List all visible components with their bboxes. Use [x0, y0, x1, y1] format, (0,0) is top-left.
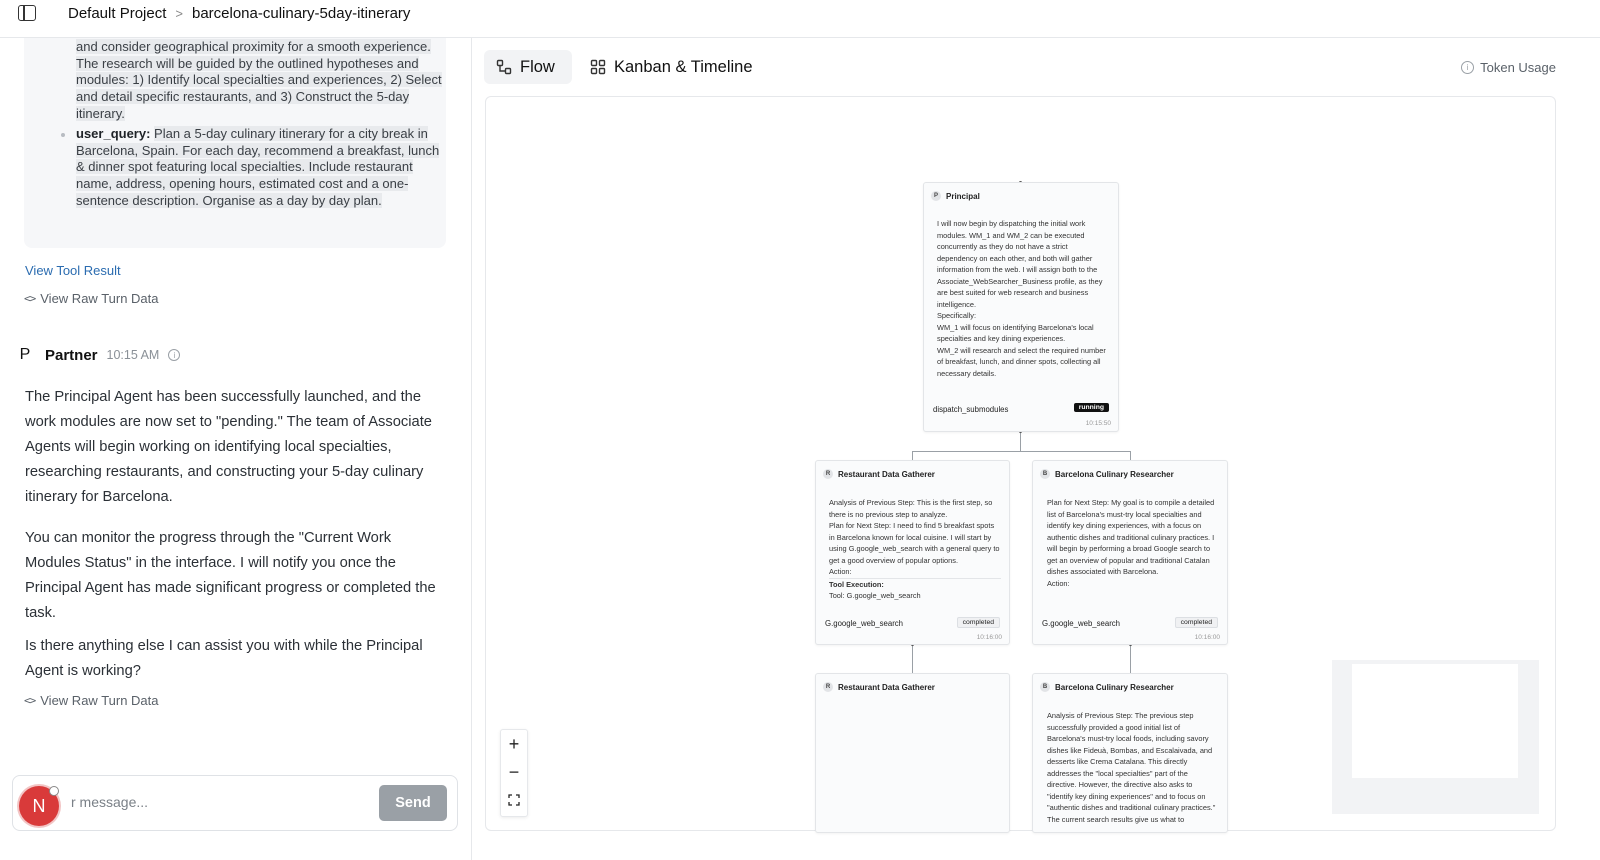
node-tool-name: G.google_web_search: [825, 619, 904, 628]
zoom-in-button[interactable]: +: [508, 733, 520, 754]
message-paragraph: The Principal Agent has been successfully launched, and the work modules are now set to "pending." The team of Associate Agents will begin working on identifying local specialties, researching restaurants, and constructing your 5-day culinary itinerary for Barcelona.: [25, 389, 432, 505]
node-badge: R: [823, 682, 833, 692]
grid-icon: [590, 59, 606, 75]
chat-panel: [0, 38, 472, 860]
token-usage-button[interactable]: [1461, 60, 1556, 75]
edge: [912, 451, 913, 460]
message-header: [14, 344, 180, 366]
token-usage-label: Token Usage: [1480, 60, 1556, 75]
node-body-bold: Tool Execution:: [829, 578, 1001, 591]
edge: [912, 451, 1131, 452]
breadcrumb: [68, 5, 410, 22]
flow-icon: [496, 59, 512, 75]
breadcrumb-project[interactable]: Default Project: [68, 5, 167, 22]
minimap[interactable]: [1332, 660, 1539, 814]
node-body-text: Analysis of Previous Step: This is the first step, so there is no previous step to analyze. Plan for Next Step: I need to find 5 breakfast spots in Barcelona known for local cuisine. I will start by using G.google_web_search with a general query to get a good overview of popular options. Action:: [829, 498, 1000, 576]
fit-view-icon: [508, 794, 520, 806]
node-title: Principal: [946, 191, 980, 201]
tool-args-text: and consider geographical proximity for a smooth experience. The research will be guided by the outlined hypotheses and modules: 1) Identify local specialties and experiences, 2) Select and detail specific restaurants, and 3) Construct the 5-day itinerary.: [76, 39, 442, 121]
flow-node-restaurant-gatherer[interactable]: [815, 460, 1010, 645]
node-badge: B: [1040, 682, 1050, 692]
breadcrumb-page: barcelona-culinary-5day-itinerary: [191, 5, 411, 22]
node-header: [1040, 682, 1174, 692]
info-icon[interactable]: i: [168, 349, 180, 361]
flow-node-culinary-researcher[interactable]: [1032, 460, 1228, 645]
user-query-arg: [76, 126, 442, 210]
view-raw-label: View Raw Turn Data: [40, 291, 159, 306]
status-badge: completed: [1175, 617, 1218, 628]
breadcrumb-separator: >: [175, 6, 183, 21]
node-body: I will now begin by dispatching the initial work modules. WM_1 and WM_2 can be executed concurrently as they do not have a strict dependency on each other, and both will gather information from the web. I will assign both to the Associate_WebSearcher_Business profile, as they are best suited for web research and business intelligence. Specifically: WM_1 will focus on identifying Barcelona's local specialties and key dining experiences. WM_2 will research and select the required number of breakfast, lunch, and dinner spots, collecting all necessary details.: [937, 219, 1106, 378]
edge: [912, 645, 913, 673]
message-composer: [12, 775, 458, 831]
flow-node-principal[interactable]: [923, 182, 1119, 432]
message-author: Partner: [45, 346, 98, 364]
node-tool-name: dispatch_submodules: [933, 405, 1009, 414]
node-header: [1040, 469, 1174, 479]
tab-kanban-timeline[interactable]: [590, 50, 753, 84]
node-title: Barcelona Culinary Researcher: [1055, 469, 1174, 479]
node-badge: B: [1040, 469, 1050, 479]
avatar: P: [19, 346, 31, 363]
view-raw-turn-data-link[interactable]: [24, 291, 159, 306]
node-title: Restaurant Data Gatherer: [838, 682, 935, 692]
zoom-controls: [500, 729, 528, 817]
node-badge: P: [931, 191, 941, 201]
node-header: [823, 682, 935, 692]
info-icon: i: [1461, 61, 1474, 74]
node-body: Plan for Next Step: My goal is to compile a detailed list of Barcelona's must-try local specialties and identify key dining experiences, with a focus on authentic dishes and traditional culinary practices. I will begin by performing a broad Google search to get an overview of popular and traditional Catalan dishes associated with Barcelona. Action:: [1047, 498, 1215, 588]
message-paragraph: Is there anything else I can assist you with while the Principal Agent is working?: [25, 638, 423, 679]
node-header: [931, 191, 980, 201]
send-button[interactable]: Send: [379, 785, 447, 821]
tab-flow[interactable]: [484, 50, 572, 84]
tab-flow-label: Flow: [520, 57, 555, 76]
top-bar: [0, 0, 1600, 38]
zoom-out-button[interactable]: −: [508, 761, 520, 782]
edge: [1130, 451, 1131, 460]
node-header: [823, 469, 935, 479]
message-input[interactable]: r message...: [71, 794, 149, 810]
node-body: [829, 497, 1001, 609]
node-title: Restaurant Data Gatherer: [838, 469, 935, 479]
code-icon: <>: [24, 292, 36, 305]
view-raw-label: View Raw Turn Data: [40, 693, 159, 708]
user-query-value: Plan a 5-day culinary itinerary for a city break in Barcelona, Spain. For each day, recommend a breakfast, lunch & dinner spot featuring local specialties. Include restaurant name, address, opening hours, estimated cost and a one-sentence description. Organise as a day by day plan.: [76, 126, 440, 208]
flow-node-culinary-researcher[interactable]: [1032, 673, 1228, 833]
flow-node-restaurant-gatherer[interactable]: [815, 673, 1010, 833]
node-time: 10:15:50: [1085, 420, 1111, 427]
node-badge: R: [823, 469, 833, 479]
fit-view-button[interactable]: [501, 786, 527, 814]
node-body: Analysis of Previous Step: The previous step successfully provided a good initial list of Barcelona's must-try local foods, including savory dishes like Fideuà, Bombas, and Escalaivada, and desserts like Crema Catalana. This directly addresses the "local specialties" part of the directive. However, the directive also asks to "identify key dining experiences" and to focus on "authentic dishes and traditional culinary practices." The current search results give us what to: [1047, 711, 1216, 824]
user-avatar[interactable]: [19, 786, 59, 826]
code-icon: <>: [24, 694, 36, 707]
node-time: 10:16:00: [976, 634, 1002, 641]
message-paragraph: You can monitor the progress through the "Current Work Modules Status" in the interface. I will notify you once the Principal Agent has made significant progress or completed the task.: [25, 530, 436, 621]
node-body-cut: Tool: G.google_web_search: [829, 591, 921, 600]
view-raw-turn-data-link[interactable]: [24, 693, 159, 708]
view-tabs-bar: [473, 38, 1600, 96]
message-time: 10:15 AM: [106, 348, 160, 362]
status-dot: [49, 786, 59, 796]
tab-kanban-label: Kanban & Timeline: [614, 57, 753, 76]
node-title: Barcelona Culinary Researcher: [1055, 682, 1174, 692]
view-tool-result-link[interactable]: View Tool Result: [25, 263, 121, 278]
minimap-viewport[interactable]: [1352, 664, 1518, 778]
user-avatar-letter: N: [32, 795, 46, 816]
edge: [1130, 645, 1131, 673]
user-query-key: user_query:: [76, 126, 151, 141]
node-time: 10:16:00: [1194, 634, 1220, 641]
node-tool-name: G.google_web_search: [1042, 619, 1121, 628]
sidebar-toggle-icon[interactable]: [18, 5, 36, 21]
status-badge: completed: [957, 617, 1000, 628]
bullet-dot: [61, 133, 65, 137]
status-badge: running: [1074, 403, 1109, 412]
tool-call-card: [24, 38, 446, 248]
edge: [1020, 432, 1021, 452]
